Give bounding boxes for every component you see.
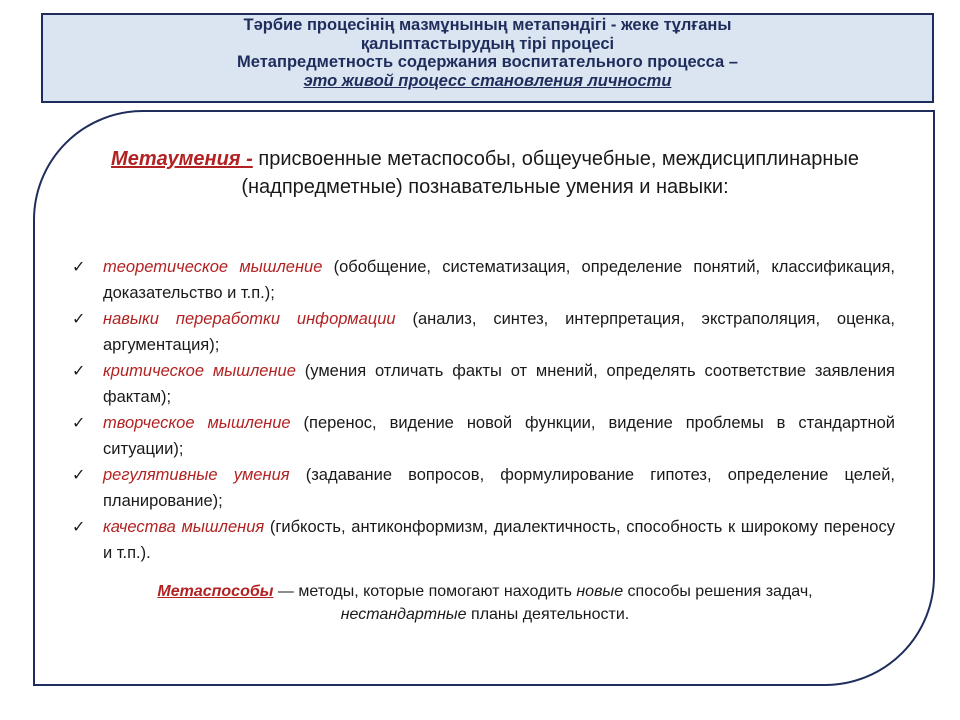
check-icon: ✓	[72, 415, 86, 432]
title-line-russian-1: Метапредметность содержания воспитательного процесса –	[237, 53, 738, 71]
list-item	[72, 515, 895, 566]
title-banner	[41, 13, 934, 103]
check-icon: ✓	[72, 467, 86, 484]
footer-italic-1: новые	[576, 583, 624, 600]
list-item	[72, 359, 895, 410]
check-icon: ✓	[72, 311, 86, 328]
item-text: (умения отличать факты от мнений, определять соответствие заявления фактам);	[103, 362, 895, 406]
item-keyword: регулятивные умения	[103, 466, 290, 484]
item-text: (задавание вопросов, формулирование гипотез, определение целей, планирование);	[103, 466, 896, 510]
footer-paragraph	[95, 580, 875, 626]
footer-term: Метаспособы	[157, 583, 274, 600]
definition-paragraph	[110, 145, 860, 201]
check-icon: ✓	[72, 259, 86, 276]
footer-text-2: способы решения задач,	[623, 583, 813, 600]
item-keyword: навыки переработки информации	[103, 310, 396, 328]
list-item	[72, 255, 895, 306]
item-text: (обобщение, систематизация, определение понятий, классификация, доказательство и т.п.);	[103, 258, 896, 302]
definition-text: присвоенные метаспособы, общеучебные, междисциплинарные (надпредметные) познавательные умения и навыки:	[241, 148, 859, 198]
skills-list	[72, 255, 895, 567]
title-line-kazakh-2: қалыптастырудың тірі процесі	[360, 34, 615, 53]
item-text: (перенос, видение новой функции, видение проблемы в стандартной ситуации);	[103, 414, 895, 458]
title-line-russian-2	[43, 72, 932, 91]
item-text: (гибкость, антиконформизм, диалектичность, способность к широкому переносу и т.п.).	[103, 518, 895, 562]
definition-term: Метаумения -	[111, 148, 253, 170]
footer-text-1: — методы, которые помогают находить	[273, 583, 577, 600]
item-text: (анализ, синтез, интерпретация, экстраполяция, оценка, аргументация);	[103, 310, 895, 354]
list-item	[72, 411, 895, 462]
item-keyword: качества мышления	[103, 518, 265, 536]
list-item	[72, 307, 895, 358]
footer-text-3: планы деятельности.	[466, 606, 630, 623]
list-item	[72, 463, 895, 514]
item-keyword: критическое мышление	[103, 362, 296, 380]
item-keyword: теоретическое мышление	[103, 258, 323, 276]
check-icon: ✓	[72, 519, 86, 536]
title-italic-text: это живой процесс становления личности	[303, 71, 672, 90]
title-line-kazakh-1: Тәрбие процесінің мазмұнының метапәндігі - жеке тұлғаны	[243, 16, 732, 34]
footer-italic-2: нестандартные	[340, 606, 467, 623]
item-keyword: творческое мышление	[103, 414, 291, 432]
check-icon: ✓	[72, 363, 86, 380]
